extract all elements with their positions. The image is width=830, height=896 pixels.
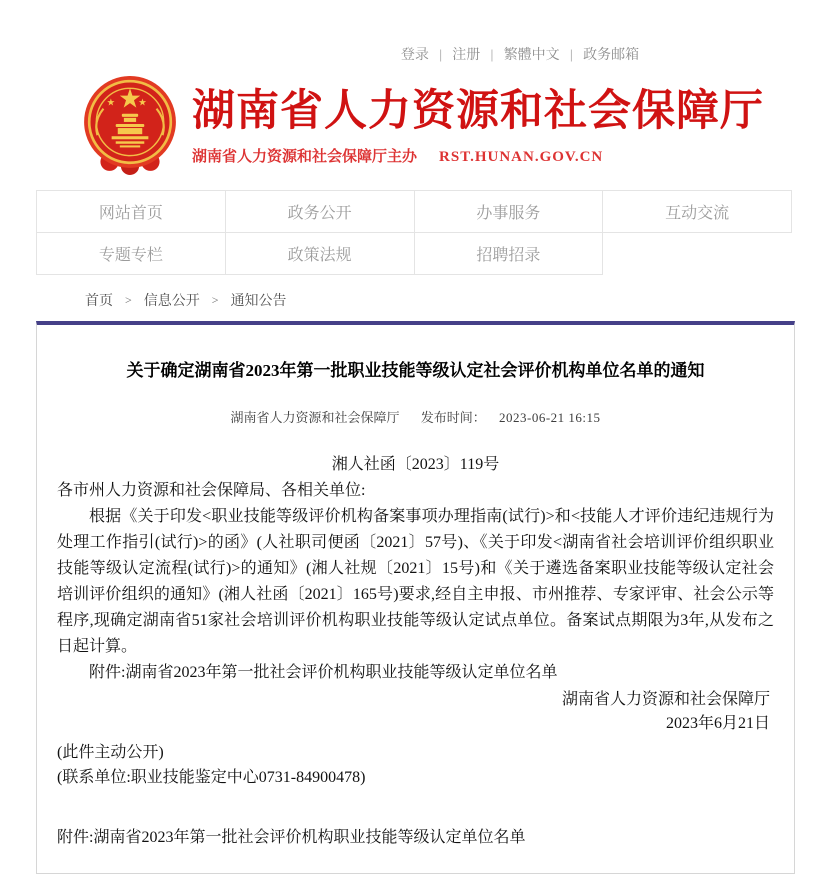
document-number: 湘人社函〔2023〕119号 xyxy=(331,455,500,473)
separator: | xyxy=(438,46,443,62)
nav-item-services[interactable]: 办事服务 xyxy=(415,191,604,233)
publish-time-value: 2023-06-21 16:15 xyxy=(499,409,601,425)
nav-item-gov-info[interactable]: 政务公开 xyxy=(226,191,415,233)
notes-block xyxy=(57,740,774,790)
public-disclosure-note: (此件主动公开) xyxy=(57,743,164,761)
article-source: 湖南省人力资源和社会保障厅 xyxy=(230,409,400,425)
article-meta xyxy=(57,407,774,426)
site-subtitle-row xyxy=(192,145,764,166)
nav-item-special-topics[interactable]: 专题专栏 xyxy=(37,233,226,275)
chevron-right-icon: > xyxy=(211,292,219,307)
nav-item-recruitment[interactable]: 招聘招录 xyxy=(415,233,604,275)
nav-item-home[interactable]: 网站首页 xyxy=(37,191,226,233)
attachment-reference: 附件:湖南省2023年第一批社会评价机构职业技能等级认定单位名单 xyxy=(89,663,558,681)
article-container xyxy=(36,321,795,874)
site-titles xyxy=(192,84,764,165)
site-domain: RST.HUNAN.GOV.CN xyxy=(439,148,604,165)
nav-cell-empty xyxy=(603,233,792,275)
contact-note: (联系单位:职业技能鉴定中心0731-84900478) xyxy=(57,768,366,786)
attachment-link[interactable]: 附件:湖南省2023年第一批社会评价机构职业技能等级认定单位名单 xyxy=(57,828,526,846)
nav-item-policies[interactable]: 政策法规 xyxy=(226,233,415,275)
site-title: 湖南省人力资源和社会保障厅 xyxy=(192,88,764,136)
nav-item-interaction[interactable]: 互动交流 xyxy=(603,191,792,233)
article-title: 关于确定湖南省2023年第一批职业技能等级认定社会评价机构单位名单的通知 xyxy=(126,361,705,380)
signature-date: 2023年6月21日 xyxy=(665,714,770,732)
national-emblem-logo xyxy=(78,74,182,176)
separator: | xyxy=(569,46,574,62)
site-subtitle: 湖南省人力资源和社会保障厅主办 xyxy=(192,148,418,165)
breadcrumb-info-disclosure[interactable]: 信息公开 xyxy=(143,294,200,309)
breadcrumb-home[interactable]: 首页 xyxy=(85,294,113,309)
breadcrumb-notices[interactable]: 通知公告 xyxy=(230,294,287,309)
document-body xyxy=(57,452,774,790)
chevron-right-icon: > xyxy=(125,292,132,307)
publish-time-label: 发布时间： xyxy=(420,409,486,425)
site-header xyxy=(0,74,830,176)
attachment-footer xyxy=(57,824,774,847)
signature-block xyxy=(57,688,774,736)
notice-paragraph: 根据《关于印发<职业技能等级评价机构备案事项办理指南(试行)>和<技能人才评价违纪违规行为处理工作指引(试行)>的函》(人社职司便函〔2021〕57号)、《关于印发<湖南省社会培训评价组织职业技能等级认定流程(试行)>的通知》(湘人社规〔2021〕15号)和《关于遴选备案职业技能等级认定社会培训评价组织的通知》(湘人社函〔2021〕165号)要求,经自主申报、市州推荐、专家评审、社会公示等程序,现确定湖南省51家社会培训评价机构职业技能等级认定试点单位。备案试点期限为3年,从发布之日起计算。 xyxy=(57,507,774,655)
topbar xyxy=(0,0,830,64)
signer-name: 湖南省人力资源和社会保障厅 xyxy=(561,690,770,708)
gov-mail-link[interactable]: 政务邮箱 xyxy=(583,46,640,62)
login-link[interactable]: 登录 xyxy=(400,46,429,62)
salutation: 各市州人力资源和社会保障局、各相关单位: xyxy=(57,481,366,499)
traditional-chinese-link[interactable]: 繁體中文 xyxy=(503,46,560,62)
main-nav xyxy=(36,190,792,275)
separator: | xyxy=(490,46,494,62)
breadcrumb xyxy=(85,290,830,310)
register-link[interactable]: 注册 xyxy=(452,46,481,62)
